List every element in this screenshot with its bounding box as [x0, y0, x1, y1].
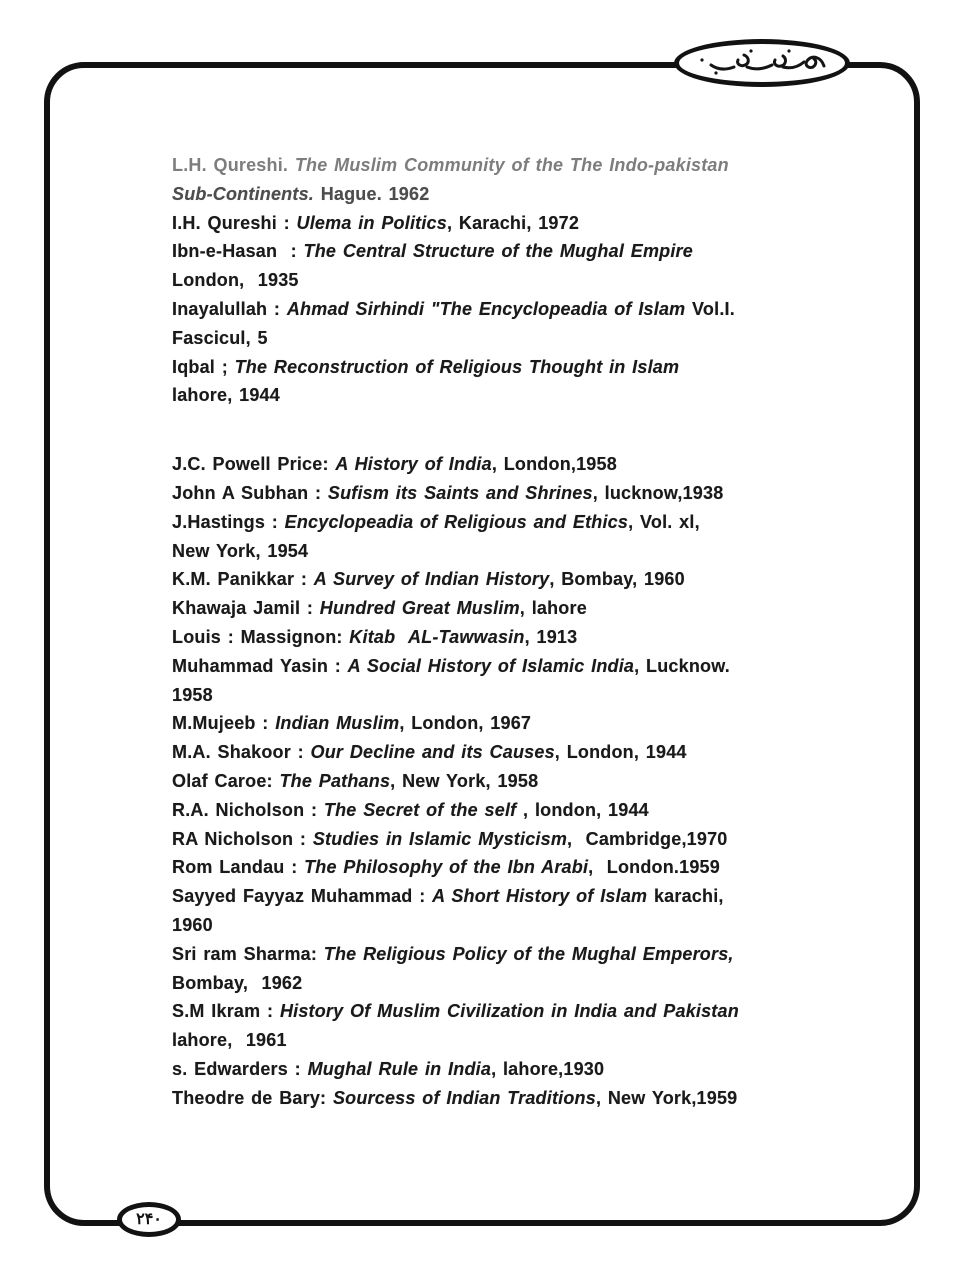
bibliography-line: Bombay, 1962 — [172, 972, 303, 993]
page-number: ۲۴۰ — [136, 1210, 162, 1228]
bibliography-line: S.M Ikram : History Of Muslim Civilization in India and Pakistan — [172, 1001, 739, 1022]
bibliography-line: Khawaja Jamil : Hundred Great Muslim, lahore — [172, 598, 587, 619]
bibliography-line: J.Hastings : Encyclopeadia of Religious and Ethics, Vol. xl, — [172, 511, 700, 532]
bibliography-line: New York, 1954 — [172, 540, 309, 561]
bibliography-line: K.M. Panikkar : A Survey of Indian History, Bombay, 1960 — [172, 569, 685, 590]
bibliography-line: Iqbal ; The Reconstruction of Religious Thought in Islam — [172, 356, 680, 377]
blank-line — [172, 410, 832, 450]
bibliography-line: J.C. Powell Price: A History of India, London,1958 — [172, 454, 617, 475]
bibliography-line: Fascicul, 5 — [172, 327, 268, 348]
bibliography-line: Muhammad Yasin : A Social History of Islamic India, Lucknow. — [172, 655, 730, 676]
bibliography-line: Theodre de Bary: Sourcess of Indian Traditions, New York,1959 — [172, 1087, 738, 1108]
bibliography-line: lahore, 1944 — [172, 385, 280, 406]
bibliography-line: Sri ram Sharma: The Religious Policy of the Mughal Emperors, — [172, 943, 734, 964]
bibliography-line: I.H. Qureshi : Ulema in Politics, Karachi, 1972 — [172, 212, 580, 233]
bibliography-line: John A Subhan : Sufism its Saints and Shrines, lucknow,1938 — [172, 482, 724, 503]
bibliography-line: s. Edwarders : Mughal Rule in India, lahore,1930 — [172, 1058, 605, 1079]
page-number-badge — [117, 1202, 181, 1237]
bibliography-line: M.A. Shakoor : Our Decline and its Causes, London, 1944 — [172, 742, 687, 763]
urdu-calligraphy-icon — [688, 47, 836, 79]
bibliography-line: Inayalullah : Ahmad Sirhindi "The Encyclopeadia of Islam Vol.I. — [172, 298, 735, 319]
bibliography-line: Rom Landau : The Philosophy of the Ibn Arabi, London.1959 — [172, 857, 720, 878]
bibliography-line: Louis : Massignon: Kitab AL-Tawwasin, 1913 — [172, 626, 578, 647]
calligraphy-stamp — [674, 39, 850, 87]
bibliography-line: R.A. Nicholson : The Secret of the self , london, 1944 — [172, 799, 649, 820]
bibliography-line: 1958 — [172, 684, 213, 705]
bibliography-line: Sub-Continents. Hague. 1962 — [172, 183, 430, 204]
bibliography-line: Sayyed Fayyaz Muhammad : A Short History of Islam karachi, — [172, 886, 724, 907]
bibliography-line: 1960 — [172, 914, 213, 935]
bibliography-line: lahore, 1961 — [172, 1030, 287, 1051]
bibliography-line: Olaf Caroe: The Pathans, New York, 1958 — [172, 770, 539, 791]
bibliography — [172, 151, 832, 1113]
bibliography-line: Ibn-e-Hasan : The Central Structure of the Mughal Empire — [172, 241, 693, 262]
bibliography-line: M.Mujeeb : Indian Muslim, London, 1967 — [172, 713, 532, 734]
bibliography-line: London, 1935 — [172, 270, 299, 291]
bibliography-line: L.H. Qureshi. The Muslim Community of the The Indo-pakistan — [172, 155, 729, 175]
bibliography-line: RA Nicholson : Studies in Islamic Mysticism, Cambridge,1970 — [172, 828, 728, 849]
